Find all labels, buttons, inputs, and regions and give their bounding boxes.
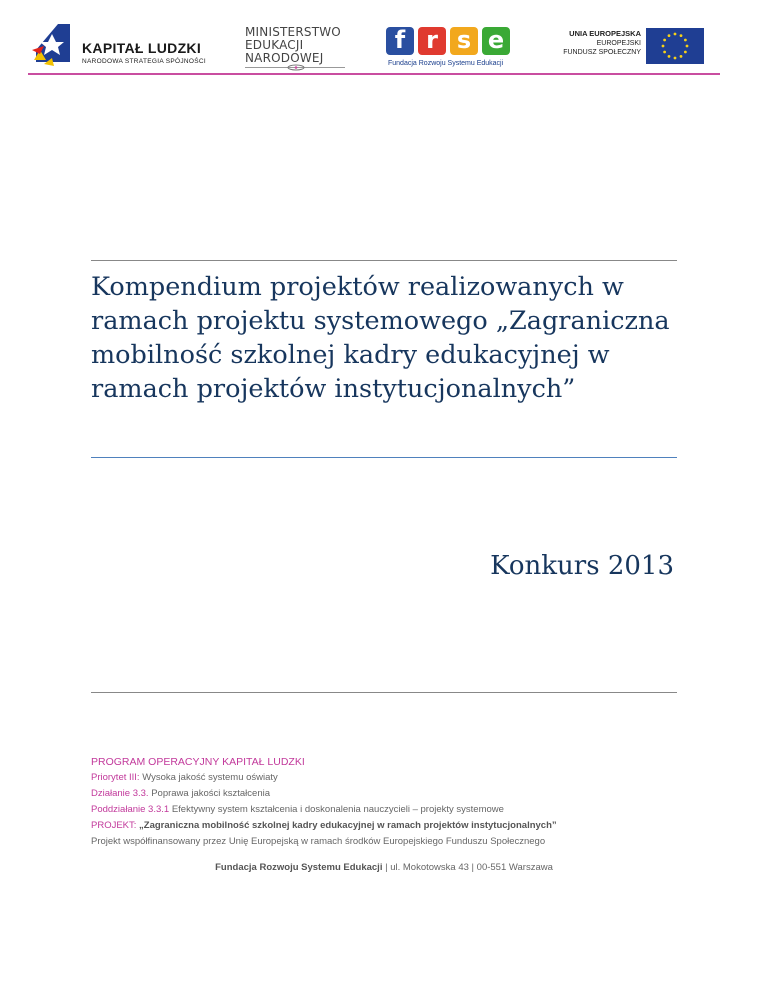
frse-logo [386,27,516,72]
ue-line-1: UNIA EUROPEJSKA [569,29,641,38]
ministerstwo-line-2: EDUKACJI [245,38,304,52]
eu-star-icon [668,55,671,58]
title-top-rule [91,260,677,261]
eu-star-icon [684,51,687,54]
dzialanie-label: Działanie 3.3. [91,788,149,799]
projekt-row [91,818,711,834]
ue-line-3: FUNDUSZ SPOŁECZNY [563,49,641,56]
frse-letter-r: r [418,27,446,55]
ministerstwo-line-3: NARODOWEJ [245,51,324,65]
title-underline [91,457,677,458]
eu-star-icon [674,33,677,36]
ministerstwo-ornament-icon [285,64,307,71]
eu-star-icon [680,34,683,37]
bottom-rule [91,692,677,693]
eu-star-icon [668,34,671,37]
kapital-ludzki-emblem-icon [30,20,78,70]
document-subtitle: Konkurs 2013 [490,551,674,581]
priorytet-text: Wysoka jakość systemu oświaty [142,772,278,783]
kapital-ludzki-logo [30,20,220,70]
frse-letter-e: e [482,27,510,55]
document-title: Kompendium projektów realizowanych w ramach projektu systemowego „Zagraniczna mobilność szkolnej kadry edukacyjnej w ramach projektów instytucjonalnych” [91,272,670,404]
eu-star-icon [674,57,677,60]
poddzialanie-text: Efektywny system kształcenia i doskonalenia nauczycieli – projekty systemowe [171,804,504,815]
kapital-ludzki-tagline: NARODOWA STRATEGIA SPÓJNOŚCI [82,58,206,65]
footer-postal: 00-551 Warszawa [476,862,553,873]
footer-street: ul. Mokotowska 43 [390,862,469,873]
frse-letter-s: s [450,27,478,55]
ue-text [555,29,641,57]
eu-star-icon [686,45,689,48]
eu-star-icon [663,39,666,42]
footer-org: Fundacja Rozwoju Systemu Edukacji [215,862,383,873]
header-logo-bar [0,0,768,80]
poddzialanie-label: Poddziałanie 3.3.1 [91,804,170,815]
priorytet-label: Priorytet III: [91,772,140,783]
projekt-label: PROJEKT: [91,820,137,831]
eu-star-icon [684,39,687,42]
program-info [91,754,711,850]
header-accent-line [28,73,720,75]
frse-subtitle: Fundacja Rozwoju Systemu Edukacji [388,60,504,67]
footer-address [0,862,768,873]
dzialanie-row [91,786,711,802]
ministerstwo-line-1: MINISTERSTWO [245,25,341,39]
frse-letter-f: f [386,27,414,55]
eu-star-icon [680,55,683,58]
kapital-ludzki-name: KAPITAŁ LUDZKI [82,40,202,56]
ministerstwo-logo [245,26,355,72]
footer-separator-2: | [471,862,475,873]
poddzialanie-row [91,802,711,818]
eu-flag-icon [646,28,704,64]
eu-star-icon [662,45,665,48]
cofinancing-note: Projekt współfinansowany przez Unię Europejską w ramach środków Europejskiego Funduszu Społecznego [91,836,546,847]
ue-logo [555,27,705,67]
priorytet-row [91,770,711,786]
footer-separator-1: | [385,862,388,873]
program-heading: PROGRAM OPERACYJNY KAPITAŁ LUDZKI [91,756,305,768]
projekt-text: „Zagraniczna mobilność szkolnej kadry edukacyjnej w ramach projektów instytucjonalnych” [139,820,557,831]
dzialanie-text: Poprawa jakości kształcenia [151,788,271,799]
ue-line-2: EUROPEJSKI [596,40,641,47]
eu-star-icon [663,51,666,54]
